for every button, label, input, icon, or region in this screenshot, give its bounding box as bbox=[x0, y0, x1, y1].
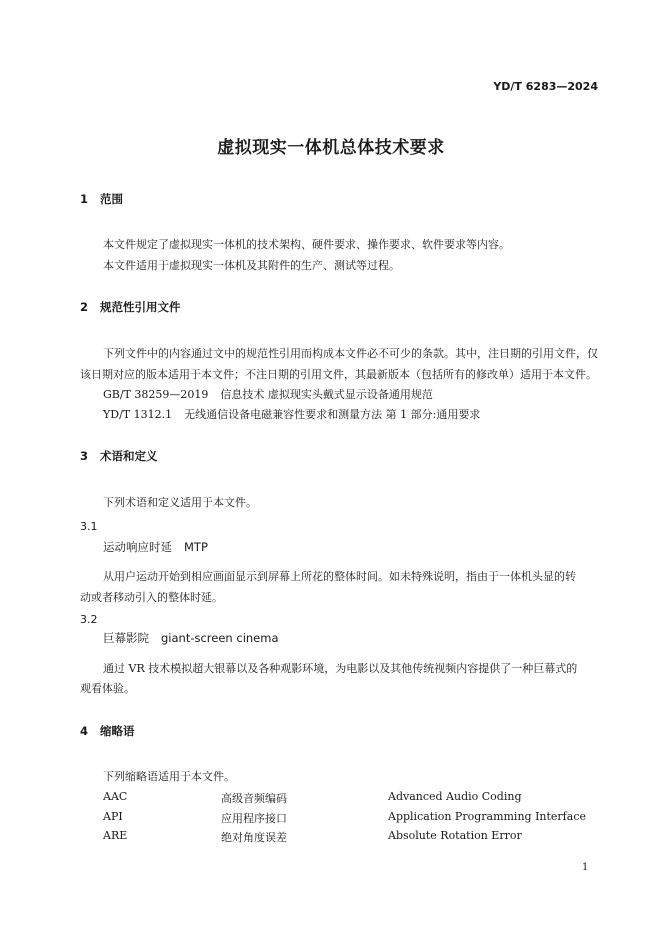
term-definition: 动或者移动引入的整体时延。 bbox=[80, 591, 223, 604]
abbreviation-zh: 高级音频编码 bbox=[221, 792, 287, 805]
section-title: 术语和定义 bbox=[100, 449, 158, 463]
abbreviation: API bbox=[103, 810, 123, 823]
term-definition: 观看体验。 bbox=[80, 682, 135, 695]
section-title: 规范性引用文件 bbox=[100, 300, 181, 314]
term-number: 3.1 bbox=[80, 520, 98, 533]
section-number: 2 bbox=[80, 300, 89, 314]
term-entry bbox=[103, 539, 208, 555]
paragraph: 下列缩略语适用于本文件。 bbox=[103, 770, 235, 783]
paragraph: 下列文件中的内容通过文中的规范性引用而构成本文件必不可少的条款。其中，注日期的引用文件，仅 bbox=[103, 347, 598, 360]
reference-code: YD/T 1312.1 bbox=[103, 408, 173, 421]
abbreviation-zh: 应用程序接口 bbox=[221, 812, 287, 825]
term-definition: 从用户运动开始到相应画面显示到屏幕上所花的整体时间。如未特殊说明，指由于一体机头显的转 bbox=[103, 570, 576, 583]
reference-item bbox=[103, 386, 433, 402]
term-zh: 巨幕影院 bbox=[103, 631, 149, 645]
page-number: 1 bbox=[582, 862, 589, 873]
section-number: 1 bbox=[80, 192, 89, 206]
paragraph: 下列术语和定义适用于本文件。 bbox=[103, 496, 257, 509]
reference-code: GB/T 38259—2019 bbox=[103, 388, 209, 401]
abbreviation-en: Advanced Audio Coding bbox=[388, 790, 522, 803]
document-title: 虚拟现实一体机总体技术要求 bbox=[217, 138, 445, 158]
term-entry bbox=[103, 630, 279, 646]
standard-code: YD/T 6283—2024 bbox=[493, 80, 598, 93]
abbreviation: ARE bbox=[103, 829, 128, 842]
section-number: 3 bbox=[80, 449, 89, 463]
term-en: MTP bbox=[184, 540, 208, 554]
section-heading-4 bbox=[80, 723, 135, 739]
paragraph: 本文件适用于虚拟现实一体机及其附件的生产、测试等过程。 bbox=[103, 259, 400, 272]
abbreviation-en: Application Programming Interface bbox=[388, 810, 586, 823]
reference-item bbox=[103, 406, 480, 422]
abbreviation-en: Absolute Rotation Error bbox=[388, 829, 522, 842]
term-number: 3.2 bbox=[80, 613, 98, 626]
reference-title: 无线通信设备电磁兼容性要求和测量方法 第 1 部分:通用要求 bbox=[184, 408, 481, 421]
paragraph: 该日期对应的版本适用于本文件；不注日期的引用文件，其最新版本（包括所有的修改单）适用于本文件。 bbox=[80, 368, 597, 381]
term-zh: 运动响应时延 bbox=[103, 540, 172, 554]
section-number: 4 bbox=[80, 724, 89, 738]
section-heading-3 bbox=[80, 448, 158, 464]
section-title: 缩略语 bbox=[100, 724, 135, 738]
term-definition: 通过 VR 技术模拟超大银幕以及各种观影环境，为电影以及其他传统视频内容提供了一种巨幕式的 bbox=[103, 662, 578, 675]
section-title: 范围 bbox=[100, 192, 123, 206]
abbreviation: AAC bbox=[103, 790, 128, 803]
paragraph: 本文件规定了虚拟现实一体机的技术架构、硬件要求、操作要求、软件要求等内容。 bbox=[103, 238, 510, 251]
section-heading-1 bbox=[80, 191, 123, 207]
term-en: giant-screen cinema bbox=[161, 631, 279, 645]
abbreviation-zh: 绝对角度误差 bbox=[221, 831, 287, 844]
section-heading-2 bbox=[80, 299, 181, 315]
reference-title: 信息技术 虚拟现实头戴式显示设备通用规范 bbox=[220, 388, 433, 401]
